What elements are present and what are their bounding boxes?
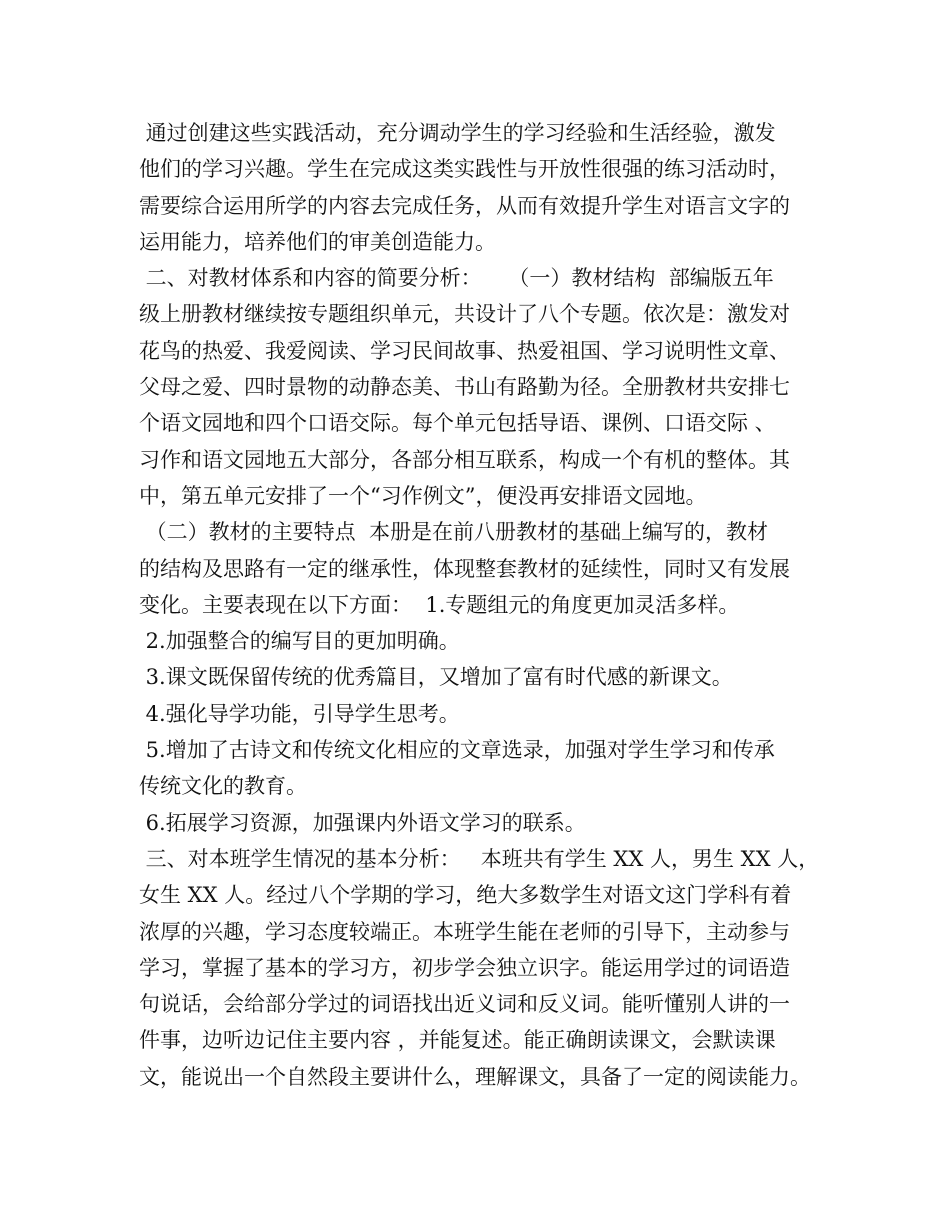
list-item: 2.加强整合的编写目的更加明确。 [139, 629, 460, 654]
list-item: 4.强化导学功能，引导学生思考。 [139, 701, 460, 726]
text-line: 个语文园地和四个口语交际。每个单元包括导语、课例、口语交际 、 [139, 411, 776, 436]
section-heading-line: 三、对本班学生情况的基本分析： 本班共有学生 XX 人，男生 XX 人， [139, 846, 820, 871]
text-line: 习作和语文园地五大部分，各部分相互联系，构成一个有机的整体。其 [139, 447, 790, 472]
text-line: 的结构及思路有一定的继承性，体现整套教材的延续性，同时又有发展 [139, 556, 790, 581]
text-line: 传统文化的教育。 [139, 774, 307, 799]
list-item: 5.增加了古诗文和传统文化相应的文章选录，加强对学生学习和传承 [139, 738, 775, 763]
text-line: 女生 XX 人。经过八个学期的学习，绝大多数学生对语文这门学科有着 [139, 883, 792, 908]
text-line: 中，第五单元安排了一个“习作例文”，便没再安排语文园地。 [139, 483, 707, 508]
section-heading-line: 二、对教材体系和内容的简要分析： （一）教材结构 部编版五年 [139, 266, 774, 291]
text-line: 需要综合运用所学的内容去完成任务，从而有效提升学生对语言文字的 [139, 193, 790, 218]
text-line: 学习，掌握了基本的学习方，初步学会独立识字。能运用学过的词语造 [139, 955, 790, 980]
text-line: 件事，边听边记住主要内容 ，并能复述。能正确朗读课文，会默读课 [139, 1028, 776, 1053]
list-item: 3.课文既保留传统的优秀篇目，又增加了富有时代感的新课文。 [139, 665, 733, 690]
text-line: 浓厚的兴趣，学习态度较端正。本班学生能在老师的引导下，主动参与 [139, 919, 790, 944]
text-line: 父母之爱、四时景物的动静态美、书山有路勤为径。全册教材共安排七 [139, 375, 790, 400]
document-body [139, 115, 839, 1095]
text-line: 花鸟的热爱、我爱阅读、学习民间故事、热爱祖国、学习说明性文章、 [139, 338, 790, 363]
text-line: 运用能力，培养他们的审美创造能力。 [139, 229, 496, 254]
text-line: 通过创建这些实践活动，充分调动学生的学习经验和生活经验，激发 [139, 121, 776, 145]
list-item: 6.拓展学习资源，加强课内外语文学习的联系。 [139, 810, 586, 835]
text-line: 他们的学习兴趣。学生在完成这类实践性与开放性很强的练习活动时， [139, 157, 790, 182]
text-line: 句说话，会给部分学过的词语找出近义词和反义词。能听懂别人讲的一 [139, 992, 790, 1017]
text-line: 变化。主要表现在以下方面： 1.专题组元的角度更加灵活多样。 [139, 592, 740, 617]
text-line: 级上册教材继续按专题组织单元，共设计了八个专题。依次是：激发对 [139, 302, 790, 327]
subsection-heading-line: （二）教材的主要特点 本册是在前八册教材的基础上编写的，教材 [139, 520, 769, 545]
text-line: 文，能说出一个自然段主要讲什么，理解课文，具备了一定的阅读能力。 [139, 1064, 811, 1089]
